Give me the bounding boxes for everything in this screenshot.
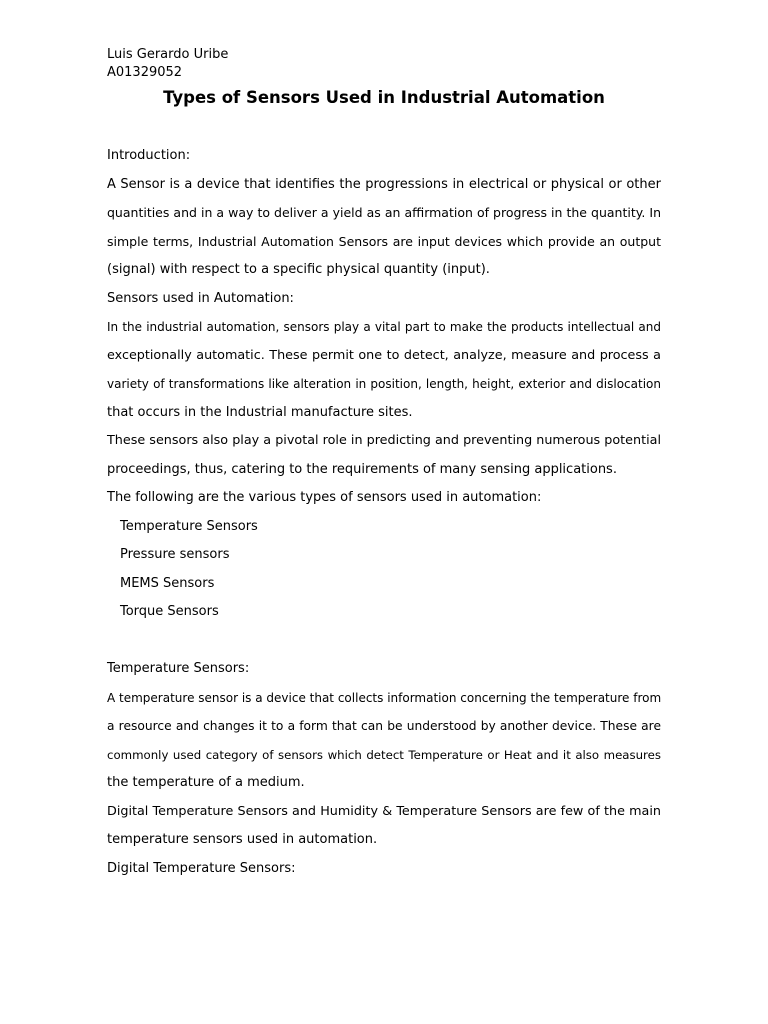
sensor-list-item: Pressure sensors (120, 547, 230, 562)
document-body (107, 46, 661, 883)
automation-para2-line: These sensors also play a pivotal role in predicting and preventing numerous potential (107, 433, 661, 448)
temperature-para1-line: A temperature sensor is a device that collects information concerning the temperature from (107, 690, 662, 705)
intro-heading: Introduction: (107, 148, 191, 163)
automation-para1-line: In the industrial automation, sensors play a vital part to make the products intellectual and (107, 320, 661, 334)
sensor-list-item: Torque Sensors (120, 604, 219, 619)
student-id: A01329052 (107, 65, 183, 80)
intro-line: quantities and in a way to deliver a yield as an affirmation of progress in the quantity. In (107, 205, 661, 220)
author-name: Luis Gerardo Uribe (107, 47, 229, 62)
automation-para1-line: variety of transformations like alteration in position, length, height, exterior and dislocation (107, 377, 661, 391)
intro-line: (signal) with respect to a specific physical quantity (input). (107, 262, 490, 277)
intro-line: A Sensor is a device that identifies the progressions in electrical or physical or other (107, 176, 661, 192)
temperature-para2-line: temperature sensors used in automation. (107, 832, 378, 847)
temperature-para1-line: a resource and changes it to a form that can be understood by another device. These are (107, 719, 661, 733)
temperature-heading: Temperature Sensors: (107, 661, 250, 676)
blank-line (107, 627, 661, 656)
automation-para2-line: proceedings, thus, catering to the requirements of many sensing applications. (107, 461, 617, 477)
temperature-para2-line: Digital Temperature Sensors and Humidity & Temperature Sensors are few of the main (107, 803, 661, 819)
automation-heading: Sensors used in Automation: (107, 290, 294, 306)
digital-temperature-heading: Digital Temperature Sensors: (107, 860, 296, 876)
temperature-para1-line: the temperature of a medium. (107, 775, 305, 790)
intro-line: simple terms, Industrial Automation Sensors are input devices which provide an output (107, 233, 661, 249)
sensor-list-item: MEMS Sensors (120, 575, 215, 591)
temperature-para1-line: commonly used category of sensors which detect Temperature or Heat and it also measures (107, 747, 661, 762)
document-title: Types of Sensors Used in Industrial Automation (163, 88, 605, 107)
automation-para1-line: exceptionally automatic. These permit one to detect, analyze, measure and process a (107, 347, 661, 363)
sensor-list-item: Temperature Sensors (120, 518, 258, 534)
automation-para1-line: that occurs in the Industrial manufacture sites. (107, 404, 413, 420)
sensor-list-intro: The following are the various types of sensors used in automation: (107, 490, 542, 505)
title-spacer (107, 110, 661, 142)
